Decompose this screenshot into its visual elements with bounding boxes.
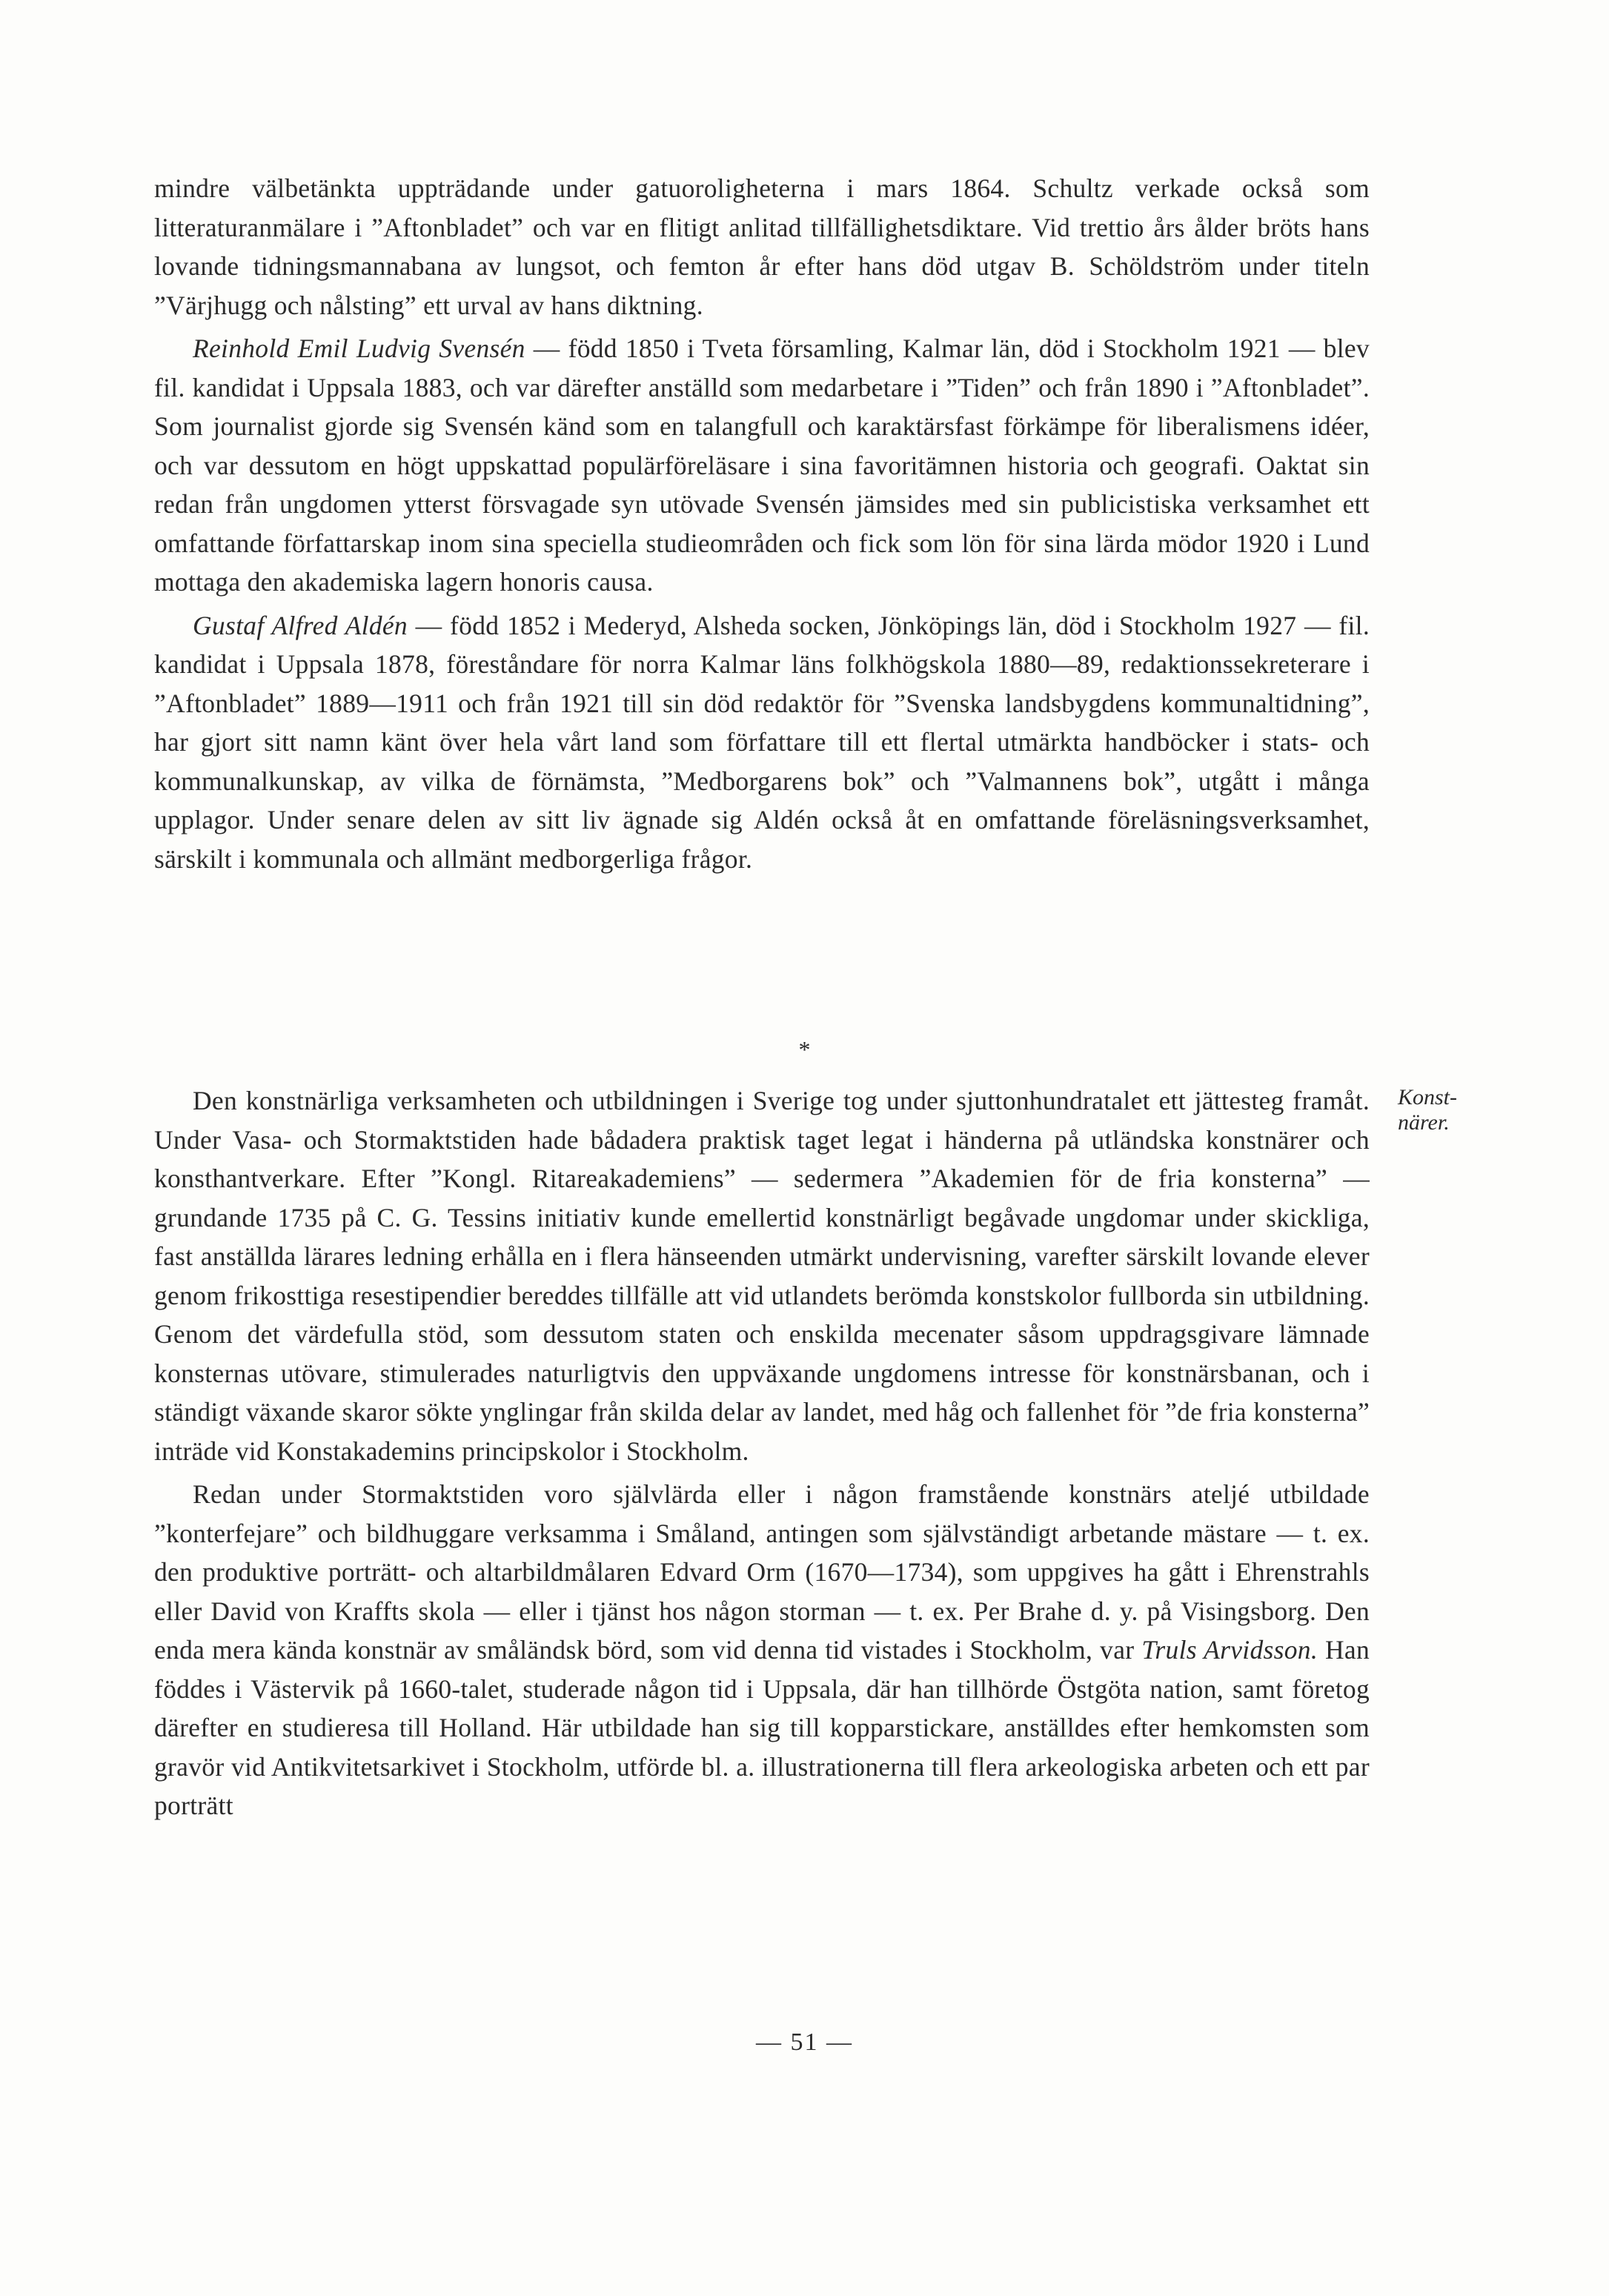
- paragraph-alden: [154, 606, 1370, 879]
- text-block-upper: [154, 169, 1370, 878]
- page-number: — 51 —: [756, 2028, 853, 2056]
- person-name: Gustaf Alfred Aldén: [193, 610, 408, 640]
- margin-note: Konst- närer.: [1398, 1085, 1458, 1135]
- paragraph-text: — född 1850 i Tveta församling, Kalmar län, död i Stockholm 1921 — blev fil. kandidat i Uppsala 1883, och var därefter anställd som medarbetare i ”Tiden” och från 1890 i ”Aftonbladet”. Som journalist gjorde sig Svensén känd som en talangfull och karaktärsfast förkämpe för liberalismens idéer, och var dessutom en högt uppskattad populärföreläsare i sina favoritämnen historia och geografi. Oaktat sin redan från ungdomen ytterst försvagade syn utövade Svensén jämsides med sin publicistiska verksamhet ett omfattande författarskap inom sina speciella studieområden och fick som lön för sina lärda mödor 1920 i Lund mottaga den akademiska lagern honoris causa.: [154, 334, 1370, 597]
- paragraph-arvidsson: [154, 1475, 1370, 1825]
- paragraph: mindre välbetänkta uppträdande under gatuoroligheterna i mars 1864. Schultz verkade också som litteraturanmälare i ”Aftonbladet” och var en flitigt anlitad tillfällighetsdiktare. Vid trettio års ålder bröts hans lovande tidningsmannabana av lungsot, och femton år efter hans död utgav B. Schöldström under titeln ”Värjhugg och nålsting” ett urval av hans diktning.: [154, 173, 1370, 320]
- text-block-lower: [154, 1081, 1370, 1825]
- section-separator: *: [798, 1036, 811, 1063]
- paragraph: Den konstnärliga verksamheten och utbildningen i Sverige tog under sjuttonhundratalet ett jättesteg framåt. Under Vasa- och Stormaktstiden hade bådadera praktisk taget legat i händerna på utländska konstnärer och konsthantverkare. Efter ”Kongl. Ritareakademiens” — sedermera ”Akademien för de fria konsterna” — grundande 1735 på C. G. Tessins initiativ kunde emellertid konstnärligt begåvade ungdomar under skickliga, fast anställda lärares ledning erhålla en i flera hänseenden utmärkt undervisning, varefter särskilt lovande elever genom frikosttiga resestipendier bereddes tillfälle att vid utlandets berömda konstskolor fullborda sin utbildning. Genom det värdefulla stöd, som dessutom staten och enskilda mecenater såsom uppdragsgivare lämnade konsternas utövare, stimulerades naturligtvis den uppväxande ungdomens intresse för konstnärsbanan, och i ständigt växande skaror sökte ynglingar från skilda delar av landet, med håg och fallenhet för ”de fria konsterna” inträde vid Konstakademins principskolor i Stockholm.: [154, 1086, 1370, 1466]
- person-name: Truls Arvidsson.: [1141, 1635, 1318, 1665]
- paragraph-text: — född 1852 i Mederyd, Alsheda socken, Jönköpings län, död i Stockholm 1927 — fil. kandidat i Uppsala 1878, föreståndare för norra Kalmar läns folkhögskola 1880—89, redaktionssekreterare i ”Aftonbladet” 1889—1911 och från 1921 till sin död redaktör för ”Svenska landsbygdens kommunaltidning”, har gjort sitt namn känt över hela vårt land som författare till ett flertal utmärkta handböcker i stats- och kommunalkunskap, av vilka de förnämsta, ”Medborgarens bok” och ”Valmannens bok”, utgått i många upplagor. Under senare delen av sitt liv ägnade sig Aldén också åt en omfattande föreläsningsverksamhet, särskilt i kommunala och allmänt medborgerliga frågor.: [154, 610, 1370, 874]
- paragraph-svensen: [154, 329, 1370, 602]
- paragraph-text: Redan under Stormaktstiden voro självlärda eller i någon framstående konstnärs ateljé utbildade ”konterfejare” och bildhuggare verksamma i Småland, antingen som självständigt arbetande mästare — t. ex. den produktive porträtt- och altarbildmålaren Edvard Orm (1670—1734), som uppgives ha gått i Ehrenstrahls eller David von Kraffts skola — eller i tjänst hos någon storman — t. ex. Per Brahe d. y. på Visingsborg. Den enda mera kända konstnär av småländsk börd, som vid denna tid vistades i Stockholm, var: [154, 1479, 1370, 1665]
- person-name: Reinhold Emil Ludvig Svensén: [193, 334, 525, 363]
- paragraph-text: Han föddes i Västervik på 1660-talet, studerade någon tid i Uppsala, där han tillhörde Östgöta nation, samt företog därefter en studieresa till Holland. Här utbildade han sig till kopparstickare, anställdes efter hemkomsten som gravör vid Antikvitetsarkivet i Stockholm, utförde bl. a. illustrationerna till flera arkeologiska arbeten och ett par porträtt: [154, 1635, 1370, 1820]
